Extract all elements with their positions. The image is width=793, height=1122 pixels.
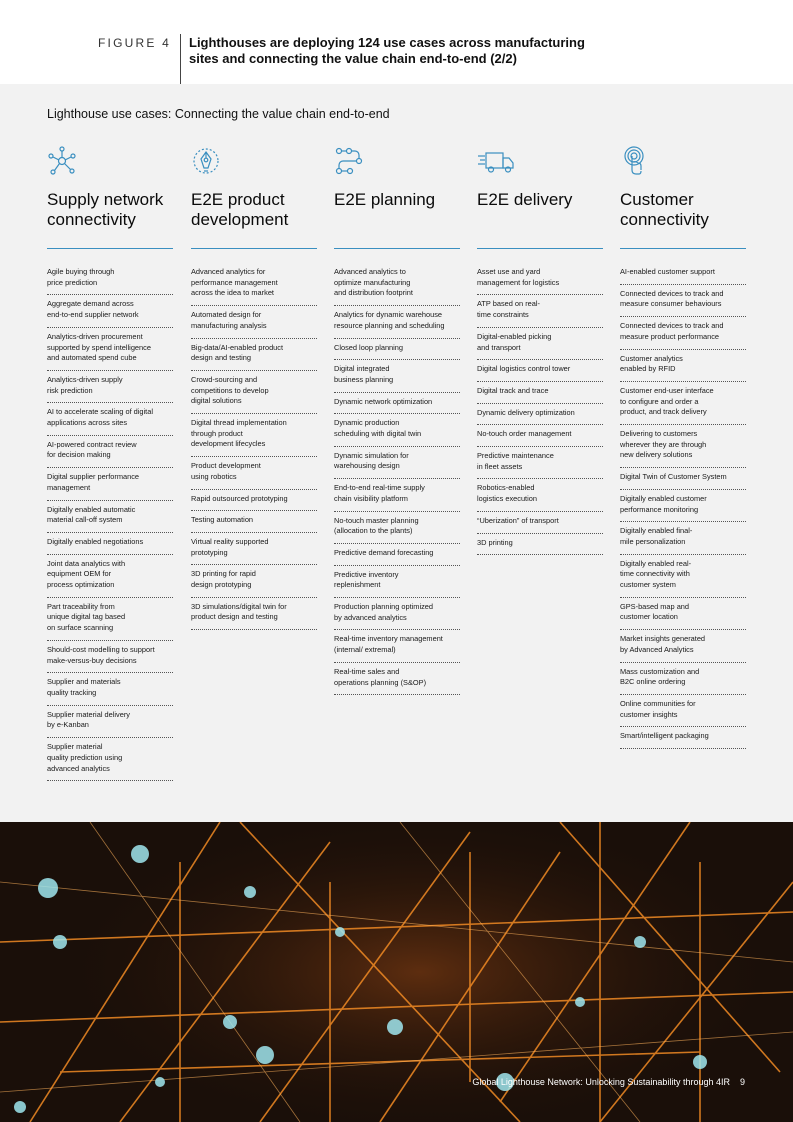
use-case-item: Digital supplier performance management	[47, 472, 173, 500]
route-planning-icon	[334, 146, 364, 176]
use-case-list	[620, 267, 746, 753]
page-footer	[472, 1077, 745, 1087]
use-case-item: Testing automation	[191, 515, 317, 533]
use-case-item: AI to accelerate scaling of digital applications across sites	[47, 407, 173, 435]
use-case-item: Smart/intelligent packaging	[620, 731, 746, 749]
figure-header	[0, 0, 793, 84]
use-case-item: Connected devices to track and measure product performance	[620, 321, 746, 349]
use-case-item: AI-powered contract review for decision making	[47, 440, 173, 468]
use-case-item: ATP based on real- time constraints	[477, 299, 603, 327]
use-case-item: AI-enabled customer support	[620, 267, 746, 285]
use-case-item: Analytics-driven supply risk prediction	[47, 375, 173, 403]
use-case-item: Big-data/AI-enabled product design and testing	[191, 343, 317, 371]
use-case-list	[477, 267, 603, 559]
use-case-item: Advanced analytics to optimize manufacturing and distribution footprint	[334, 267, 460, 306]
use-case-item: Digitally enabled real- time connectivity with customer system	[620, 559, 746, 598]
use-case-item: No-touch master planning (allocation to the plants)	[334, 516, 460, 544]
page-number: 9	[739, 1077, 745, 1087]
column-heading: E2E planning	[334, 190, 436, 209]
use-case-item: Digital-enabled picking and transport	[477, 332, 603, 360]
use-case-item: Digital Twin of Customer System	[620, 472, 746, 490]
delivery-truck-icon	[477, 146, 515, 176]
use-case-item: Mass customization and B2C online ordering	[620, 667, 746, 695]
column-heading: Customer connectivity	[620, 190, 709, 229]
use-case-item: Digital logistics control tower	[477, 364, 603, 382]
panel-subtitle: Lighthouse use cases: Connecting the value chain end-to-end	[47, 107, 390, 121]
column-rule	[191, 248, 317, 249]
use-case-item: Dynamic simulation for warehousing design	[334, 451, 460, 479]
use-case-item: 3D printing for rapid design prototyping	[191, 569, 317, 597]
use-case-item: Predictive inventory replenishment	[334, 570, 460, 598]
use-case-item: Product development using robotics	[191, 461, 317, 489]
use-case-item: Delivering to customers wherever they are through new delivery solutions	[620, 429, 746, 468]
use-case-item: Agile buying through price prediction	[47, 267, 173, 295]
column-supply-network	[47, 146, 173, 773]
use-case-item: 3D simulations/digital twin for product design and testing	[191, 602, 317, 630]
use-case-item: Crowd-sourcing and competitions to develop digital solutions	[191, 375, 317, 414]
use-case-item: GPS-based map and customer location	[620, 602, 746, 630]
footer-text: Global Lighthouse Network: Unlocking Sustainability through 4IR	[472, 1077, 730, 1087]
use-case-list	[191, 267, 317, 634]
column-heading: E2E product development	[191, 190, 289, 229]
use-case-item: Part traceability from unique digital tag based on surface scanning	[47, 602, 173, 641]
use-case-item: “Uberization” of transport	[477, 516, 603, 534]
use-case-item: Customer end-user interface to configure and order a product, and track delivery	[620, 386, 746, 425]
use-case-item: Analytics for dynamic warehouse resource planning and scheduling	[334, 310, 460, 338]
column-rule	[477, 248, 603, 249]
use-case-item: Predictive demand forecasting	[334, 548, 460, 566]
use-case-item: Rapid outsourced prototyping	[191, 494, 317, 512]
use-case-item: Asset use and yard management for logistics	[477, 267, 603, 295]
customer-touch-icon	[620, 146, 650, 176]
use-case-item: Production planning optimized by advanced analytics	[334, 602, 460, 630]
use-case-item: Advanced analytics for performance management across the idea to market	[191, 267, 317, 306]
use-case-item: Should-cost modelling to support make-versus-buy decisions	[47, 645, 173, 673]
use-case-item: Dynamic production scheduling with digital twin	[334, 418, 460, 446]
column-rule	[620, 248, 746, 249]
column-product-development	[191, 146, 317, 622]
use-case-item: Digital track and trace	[477, 386, 603, 404]
use-case-item: Digitally enabled negotiations	[47, 537, 173, 555]
use-case-item: Closed loop planning	[334, 343, 460, 361]
use-case-item: Market insights generated by Advanced Analytics	[620, 634, 746, 662]
use-case-item: Supplier and materials quality tracking	[47, 677, 173, 705]
use-case-item: Customer analytics enabled by RFID	[620, 354, 746, 382]
column-customer	[620, 146, 746, 741]
use-case-item: Joint data analytics with equipment OEM for process optimization	[47, 559, 173, 598]
use-case-item: Aggregate demand across end-to-end supplier network	[47, 299, 173, 327]
use-case-item: Connected devices to track and measure consumer behaviours	[620, 289, 746, 317]
use-case-item: Digitally enabled customer performance monitoring	[620, 494, 746, 522]
figure-title: Lighthouses are deploying 124 use cases across manufacturing sites and connecting the value chain end-to-end (2/2)	[189, 35, 585, 66]
use-case-item: Real-time inventory management (internal/ extremal)	[334, 634, 460, 662]
figure-divider	[180, 34, 181, 84]
column-rule	[334, 248, 460, 249]
use-case-item: Supplier material quality prediction using advanced analytics	[47, 742, 173, 781]
use-case-item: Analytics-driven procurement supported by spend intelligence and automated spend cube	[47, 332, 173, 371]
use-case-item: Virtual reality supported prototyping	[191, 537, 317, 565]
use-case-item: Predictive maintenance in fleet assets	[477, 451, 603, 479]
use-case-item: Online communities for customer insights	[620, 699, 746, 727]
use-case-list	[334, 267, 460, 699]
column-rule	[47, 248, 173, 249]
column-heading: Supply network connectivity	[47, 190, 164, 229]
use-case-item: Robotics-enabled logistics execution	[477, 483, 603, 511]
use-case-item: Dynamic delivery optimization	[477, 408, 603, 426]
use-case-item: Digital integrated business planning	[334, 364, 460, 392]
column-heading: E2E delivery	[477, 190, 573, 209]
use-case-item: Dynamic network optimization	[334, 397, 460, 415]
figure-label: FIGURE 4	[98, 36, 171, 50]
use-case-item: Digitally enabled final- mile personalization	[620, 526, 746, 554]
use-case-item: 3D printing	[477, 538, 603, 556]
use-case-item: Digital thread implementation through product development lifecycles	[191, 418, 317, 457]
use-case-item: Supplier material delivery by e-Kanban	[47, 710, 173, 738]
use-case-item: Real-time sales and operations planning (S&OP)	[334, 667, 460, 695]
use-case-item: Digitally enabled automatic material call-off system	[47, 505, 173, 533]
network-nodes-icon	[47, 146, 77, 176]
design-pen-icon	[191, 146, 221, 176]
column-delivery	[477, 146, 603, 547]
use-case-item: End-to-end real-time supply chain visibility platform	[334, 483, 460, 511]
column-planning	[334, 146, 460, 687]
use-case-item: Automated design for manufacturing analysis	[191, 310, 317, 338]
use-case-item: No-touch order management	[477, 429, 603, 447]
use-case-list	[47, 267, 173, 785]
